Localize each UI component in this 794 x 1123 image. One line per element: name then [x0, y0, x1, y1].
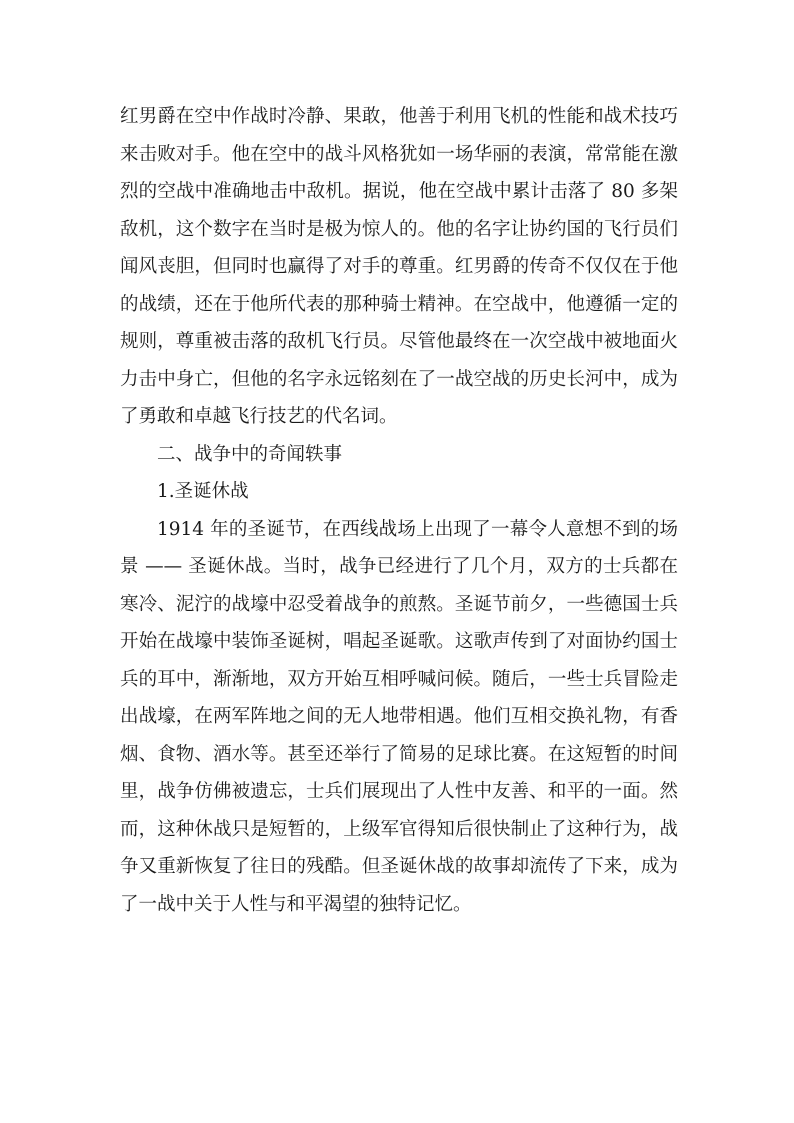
document-body	[120, 98, 678, 923]
subsection-heading: 1.圣诞休战	[157, 481, 249, 502]
paragraph-red-baron: 红男爵在空中作战时冷静、果敢，他善于利用飞机的性能和战术技巧来击败对手。他在空中的战斗风格犹如一场华丽的表演，常常能在激烈的空战中准确地击中敌机。据说，他在空战中累计击落了 80 多架敌机，这个数字在当时是极为惊人的。他的名字让协约国的飞行员们闻风丧胆，但同时也赢得了对手的尊重。红男爵的传奇不仅仅在于他的战绩，还在于他所代表的那种骑士精神。在空战中，他遵循一定的规则，尊重被击落的敌机飞行员。尽管他最终在一次空战中被地面火力击中身亡，但他的名字永远铭刻在了一战空战的历史长河中，成为了勇敢和卓越飞行技艺的代名词。	[120, 106, 678, 427]
section-heading: 二、战争中的奇闻轶事	[157, 443, 343, 465]
paragraph-christmas-truce: 1914 年的圣诞节，在西线战场上出现了一幕令人意想不到的场景 —— 圣诞休战。当时，战争已经进行了几个月，双方的士兵都在寒冷、泥泞的战壕中忍受着战争的煎熬。圣诞节前夕，一些德国士兵开始在战壕中装饰圣诞树，唱起圣诞歌。这歌声传到了对面协约国士兵的耳中，渐渐地，双方开始互相呼喊问候。随后，一些士兵冒险走出战壕，在两军阵地之间的无人地带相遇。他们互相交换礼物，有香烟、食物、酒水等。甚至还举行了简易的足球比赛。在这短暂的时间里，战争仿佛被遗忘，士兵们展现出了人性中友善、和平的一面。然而，这种休战只是短暂的，上级军官得知后很快制止了这种行为，战争又重新恢复了往日的残酷。但圣诞休战的故事却流传了下来，成为了一战中关于人性与和平渴望的独特记忆。	[120, 518, 678, 915]
